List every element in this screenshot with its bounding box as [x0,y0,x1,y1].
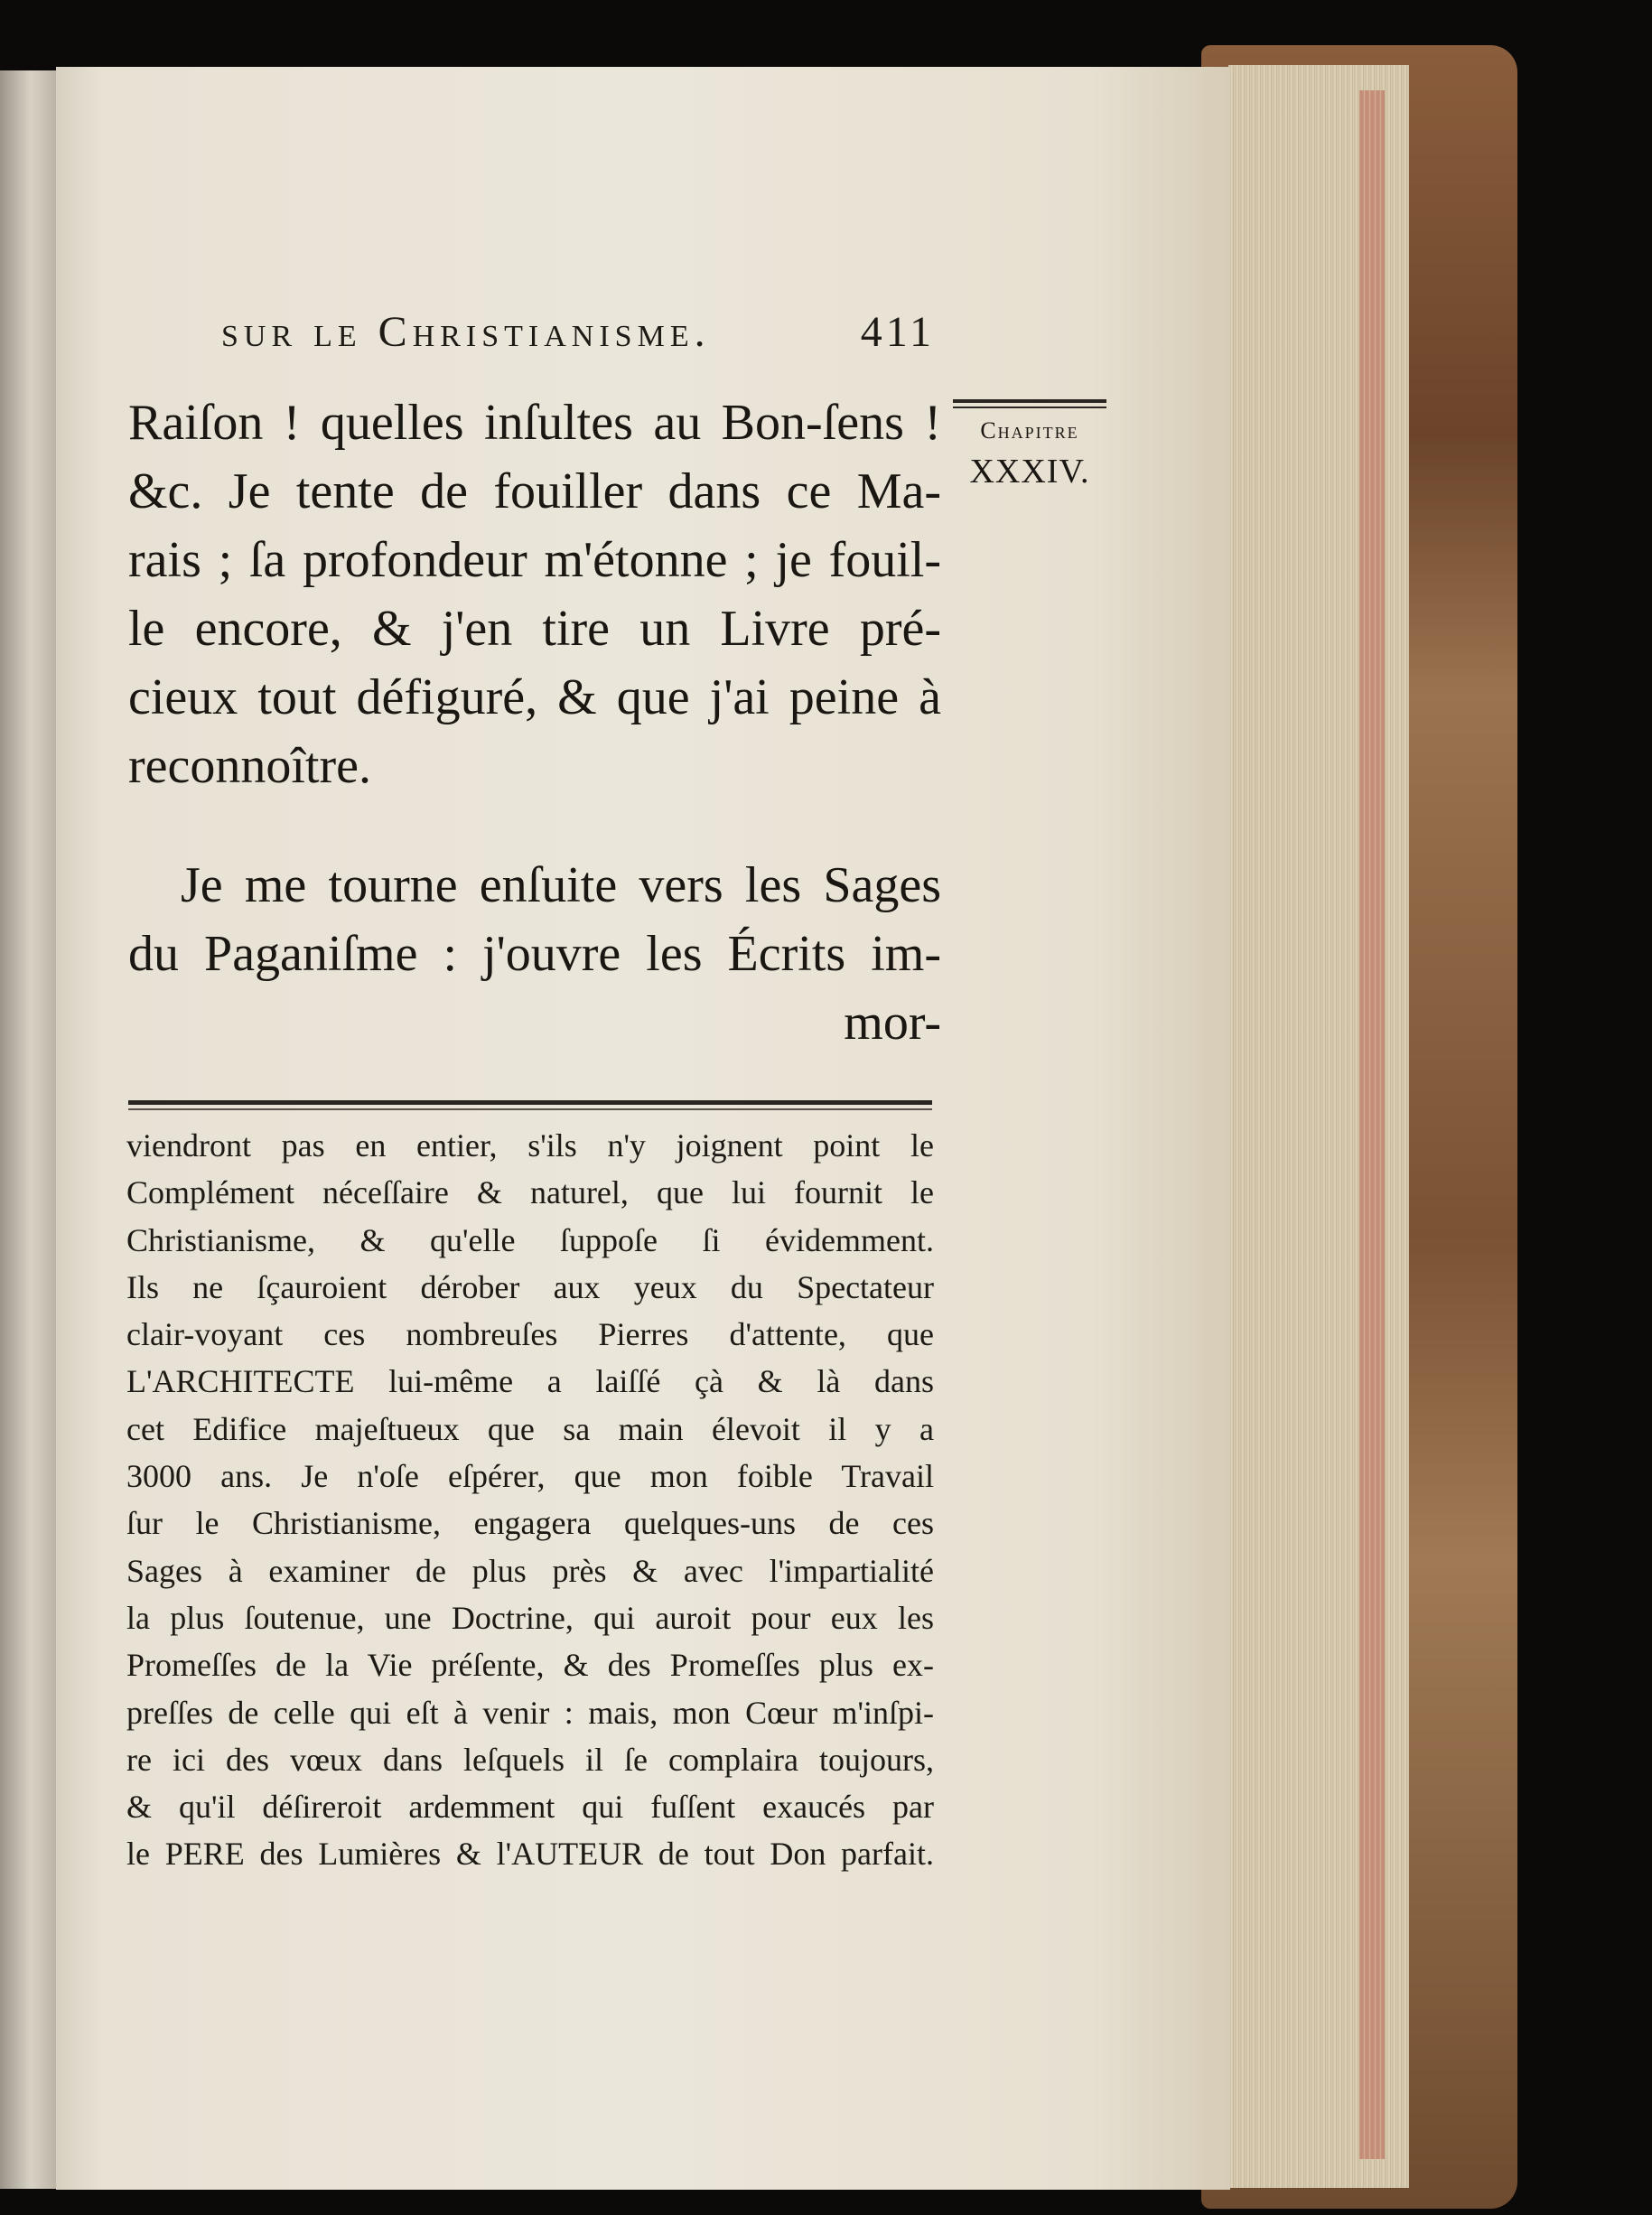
margin-chapter-number: XXXIV. [969,453,1090,491]
footnote [126,1122,934,1878]
main-line: le encore, & j'en tire un Livre pré- [128,601,941,657]
main-line: cieux tout défiguré, & que j'ai peine à [128,669,941,725]
running-head-title: sur le Christianisme. [221,308,711,356]
footnote-line: ſur le Christianisme, engagera quelques-uns de ces [126,1505,934,1542]
footnote-line: clair-voyant ces nombreuſes Pierres d'attente, que [126,1316,934,1353]
margin-rule [953,399,1106,403]
main-line: Je me tourne enſuite vers les Sages [181,857,941,913]
footnote-line: re ici des vœux dans leſquels il ſe complaira toujours, [126,1741,934,1778]
footnote-line: cet Edifice majeſtueux que sa main élevoit il y a [126,1410,934,1447]
footnote-line: Ils ne ſçauroient dérober aux yeux du Spectateur [126,1268,934,1305]
main-line: reconnoître. [128,738,371,794]
footnote-line: le PERE des Lumières & l'AUTEUR de tout Don parfait. [126,1836,934,1873]
footnote-line: Christianisme, & qu'elle ſuppoſe ſi évidemment. [126,1221,934,1258]
page-edges-tinted [1359,90,1385,2159]
margin-chapter-label: Chapitre [980,417,1079,444]
margin-rule-thin [953,407,1106,408]
footnote-line: & qu'il déſireroit ardemment qui fuſſent exaucés par [126,1789,934,1826]
catchword: mor- [844,995,941,1051]
main-text [128,388,941,1057]
main-line: du Paganiſme : j'ouvre les Écrits im- [128,926,941,982]
facing-page-edge [0,70,56,2189]
main-line: Raiſon ! quelles inſultes au Bon-ſens ! [128,395,941,451]
main-line: &c. Je tente de fouiller dans ce Ma- [128,463,941,519]
running-head [221,307,935,370]
footnote-line: Promeſſes de la Vie préſente, & des Promeſſes plus ex- [126,1647,934,1684]
footnote-rule-thin [128,1108,932,1110]
footnote-line: Complément néceſſaire & naturel, que lui fournit le [126,1174,934,1211]
footnote-line: 3000 ans. Je n'oſe eſpérer, que mon foible Travail [126,1458,934,1495]
main-line: rais ; ſa profondeur m'étonne ; je fouil- [128,532,941,588]
footnote-line: la plus ſoutenue, une Doctrine, qui auroit pour eux les [126,1599,934,1636]
footnote-rule [128,1100,932,1105]
footnote-line: Sages à examiner de plus près & avec l'impartialité [126,1552,934,1589]
page-number: 411 [860,308,935,356]
footnote-line: L'ARCHITECTE lui-même a laiſſé çà & là dans [126,1363,934,1400]
footnote-line: viendront pas en entier, s'ils n'y joignent point le [126,1127,934,1164]
footnote-line: preſſes de celle qui eſt à venir : mais, mon Cœur m'inſpi- [126,1694,934,1731]
margin-note [953,396,1106,491]
